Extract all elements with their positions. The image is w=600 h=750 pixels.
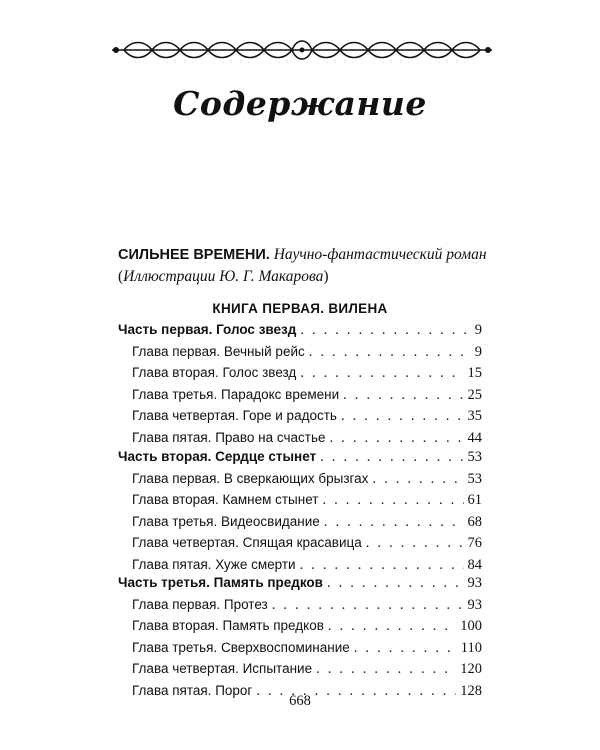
toc-chapter-label: Глава первая. В сверкающих брызгах — [132, 470, 369, 486]
leader-dots — [272, 597, 464, 614]
illustrations-open-paren: ( — [118, 268, 124, 285]
work-title: СИЛЬНЕЕ ВРЕМЕНИ. — [118, 247, 270, 263]
toc-chapter-label: Глава вторая. Память предков — [132, 618, 324, 634]
toc-chapter-label: Глава первая. Вечный рейс — [132, 343, 305, 359]
toc-chapter-label: Глава первая. Протез — [132, 596, 268, 612]
toc-part-row[interactable] — [118, 449, 482, 471]
page-title: Содержание — [173, 84, 427, 123]
leader-dots — [330, 430, 464, 447]
toc-chapter-label: Глава четвертая. Горе и радость — [132, 408, 337, 424]
toc-chapter-label: Глава пятая. Порог — [132, 682, 253, 698]
toc-page-number: 35 — [467, 408, 482, 425]
toc-chapter-row[interactable] — [118, 597, 482, 619]
toc-page-number: 93 — [467, 575, 482, 591]
toc-chapter-row[interactable] — [118, 408, 482, 430]
toc-page-number: 44 — [467, 429, 482, 446]
leader-dots — [309, 344, 471, 361]
leader-dots — [300, 557, 464, 574]
toc-chapter-label: Глава четвертая. Спящая красавица — [132, 535, 362, 551]
toc-page-number: 25 — [467, 386, 482, 403]
toc-part-row[interactable] — [118, 322, 482, 344]
toc-page-number: 68 — [467, 513, 482, 530]
toc-part-block — [118, 322, 482, 452]
leader-dots — [328, 618, 456, 635]
toc-page-number: 93 — [467, 596, 482, 613]
toc-part-label: Часть третья. Память предков — [118, 575, 323, 590]
toc-part-block — [118, 575, 482, 705]
leader-dots — [343, 387, 463, 404]
leader-dots — [324, 514, 464, 531]
toc-part-label: Часть первая. Голос звезд — [118, 322, 297, 337]
toc-chapter-row[interactable] — [118, 640, 482, 662]
leader-dots — [316, 661, 456, 678]
toc-chapter-label: Глава вторая. Камнем стынет — [132, 492, 319, 508]
toc-chapter-row[interactable] — [118, 471, 482, 493]
toc-chapter-label: Глава третья. Видеосвидание — [132, 513, 320, 529]
toc-chapter-row[interactable] — [118, 514, 482, 536]
toc-chapter-label: Глава третья. Парадокс времени — [132, 386, 340, 402]
toc-page-number: 9 — [474, 343, 482, 360]
toc-page-number: 128 — [460, 682, 482, 699]
leader-dots — [372, 471, 463, 488]
toc-page-number: 61 — [467, 492, 482, 509]
toc-chapter-row[interactable] — [118, 618, 482, 640]
toc-chapter-row[interactable] — [118, 492, 482, 514]
work-entry — [118, 244, 498, 288]
toc-page-number: 53 — [467, 449, 482, 465]
toc-part-label: Часть вторая. Сердце стынет — [118, 449, 317, 464]
toc-chapter-label: Глава пятая. Хуже смерти — [132, 556, 296, 572]
toc-page-number: 120 — [460, 661, 482, 678]
toc-page-number: 100 — [460, 618, 482, 635]
toc-part-block — [118, 449, 482, 579]
leader-dots — [322, 492, 463, 509]
work-genre: Научно-фантастический роман — [273, 246, 487, 263]
toc-page-number: 110 — [460, 639, 482, 656]
leader-dots — [300, 365, 463, 382]
leader-dots — [366, 535, 464, 552]
toc-chapter-label: Глава четвертая. Испытание — [132, 661, 313, 677]
toc-page-number: 15 — [467, 365, 482, 382]
book-title: КНИГА ПЕРВАЯ. ВИЛЕНА — [212, 301, 388, 316]
leader-dots — [300, 322, 470, 339]
toc-page-number: 9 — [474, 322, 482, 338]
toc-page-number: 84 — [467, 556, 482, 573]
ornamental-divider-icon — [112, 38, 492, 62]
toc-chapter-label: Глава вторая. Голос звезд — [132, 365, 297, 381]
toc-part-row[interactable] — [118, 575, 482, 597]
toc-chapter-label: Глава третья. Сверхвоспоминание — [132, 639, 350, 655]
page-number: 668 — [289, 693, 311, 709]
toc-page-number: 53 — [467, 470, 482, 487]
toc-chapter-row[interactable] — [118, 387, 482, 409]
toc-chapter-row[interactable] — [118, 344, 482, 366]
leader-dots — [354, 640, 457, 657]
leader-dots — [341, 408, 464, 425]
toc-chapter-label: Глава пятая. Право на счастье — [132, 429, 326, 445]
toc-chapter-row[interactable] — [118, 535, 482, 557]
toc-chapter-row[interactable] — [118, 365, 482, 387]
illustrations-close-paren: ) — [323, 268, 329, 285]
leader-dots — [327, 575, 464, 592]
illustrations-credit: Иллюстрации Ю. Г. Макарова — [123, 268, 324, 285]
leader-dots — [320, 449, 463, 466]
toc-chapter-row[interactable] — [118, 661, 482, 683]
toc-page-number: 76 — [467, 535, 482, 552]
